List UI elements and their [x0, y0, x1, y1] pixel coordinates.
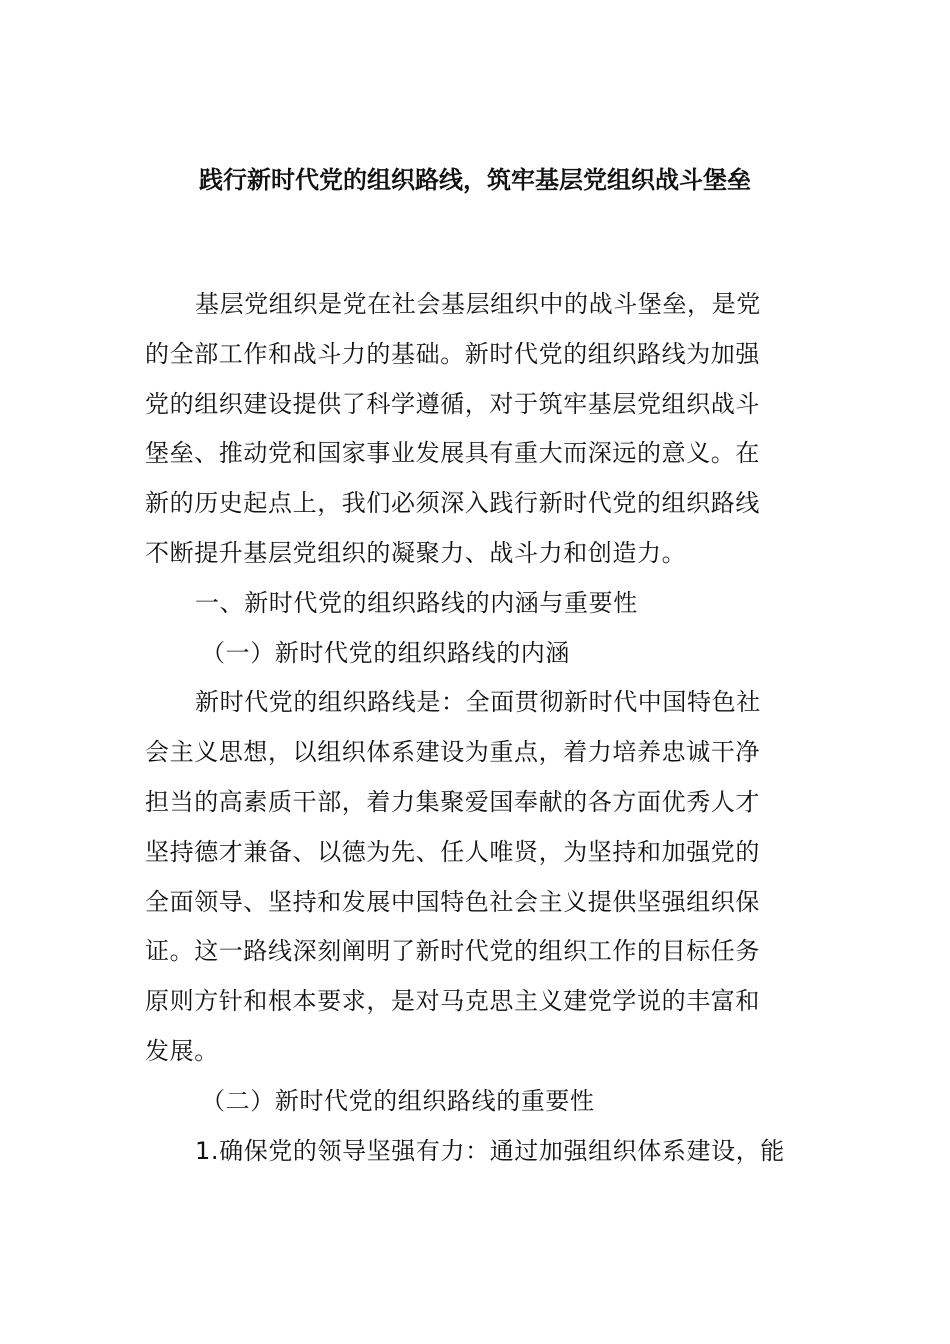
paragraph-line: 全面领导、坚持和发展中国特色社会主义提供坚强组织保 [145, 887, 760, 916]
paragraph-line: 基层党组织是党在社会基层组织中的战斗堡垒，是党 [195, 290, 761, 318]
paragraph-line: 坚持德才兼备、以德为先、任人唯贤，为坚持和加强党的 [145, 837, 760, 866]
section-heading: 一、新时代党的组织路线的内涵与重要性 [195, 588, 638, 617]
paragraph-line: 新时代党的组织路线是：全面贯彻新时代中国特色社 [195, 688, 761, 717]
document-body [145, 280, 810, 1176]
paragraph-line: 堡垒、推动党和国家事业发展具有重大而深远的意义。在 [145, 439, 760, 468]
paragraph-line: 原则方针和根本要求，是对马克思主义建党学说的丰富和 [145, 987, 760, 1016]
document-title: 践行新时代党的组织路线，筑牢基层党组织战斗堡垒 [199, 166, 751, 194]
subsection-heading: （二）新时代党的组织路线的重要性 [201, 1086, 595, 1115]
subsection-heading: （一）新时代党的组织路线的内涵 [201, 638, 570, 667]
paragraph-line: 党的组织建设提供了科学遵循，对于筑牢基层党组织战斗 [145, 389, 760, 418]
paragraph-line: 不断提升基层党组织的凝聚力、战斗力和创造力。 [145, 538, 687, 567]
paragraph-line: 证。这一路线深刻阐明了新时代党的组织工作的目标任务 [145, 937, 760, 966]
paragraph-line: 担当的高素质干部，着力集聚爱国奉献的各方面优秀人才 [145, 787, 760, 816]
paragraph-line: 的全部工作和战斗力的基础。新时代党的组织路线为加强 [145, 339, 760, 368]
paragraph-line: 新的历史起点上，我们必须深入践行新时代党的组织路线 [145, 489, 760, 518]
paragraph-line: 发展。 [145, 1036, 219, 1065]
list-item-line: 1.确保党的领导坚强有力：通过加强组织体系建设，能 [195, 1136, 785, 1165]
paragraph-line: 会主义思想，以组织体系建设为重点，着力培养忠诚干净 [145, 738, 760, 767]
